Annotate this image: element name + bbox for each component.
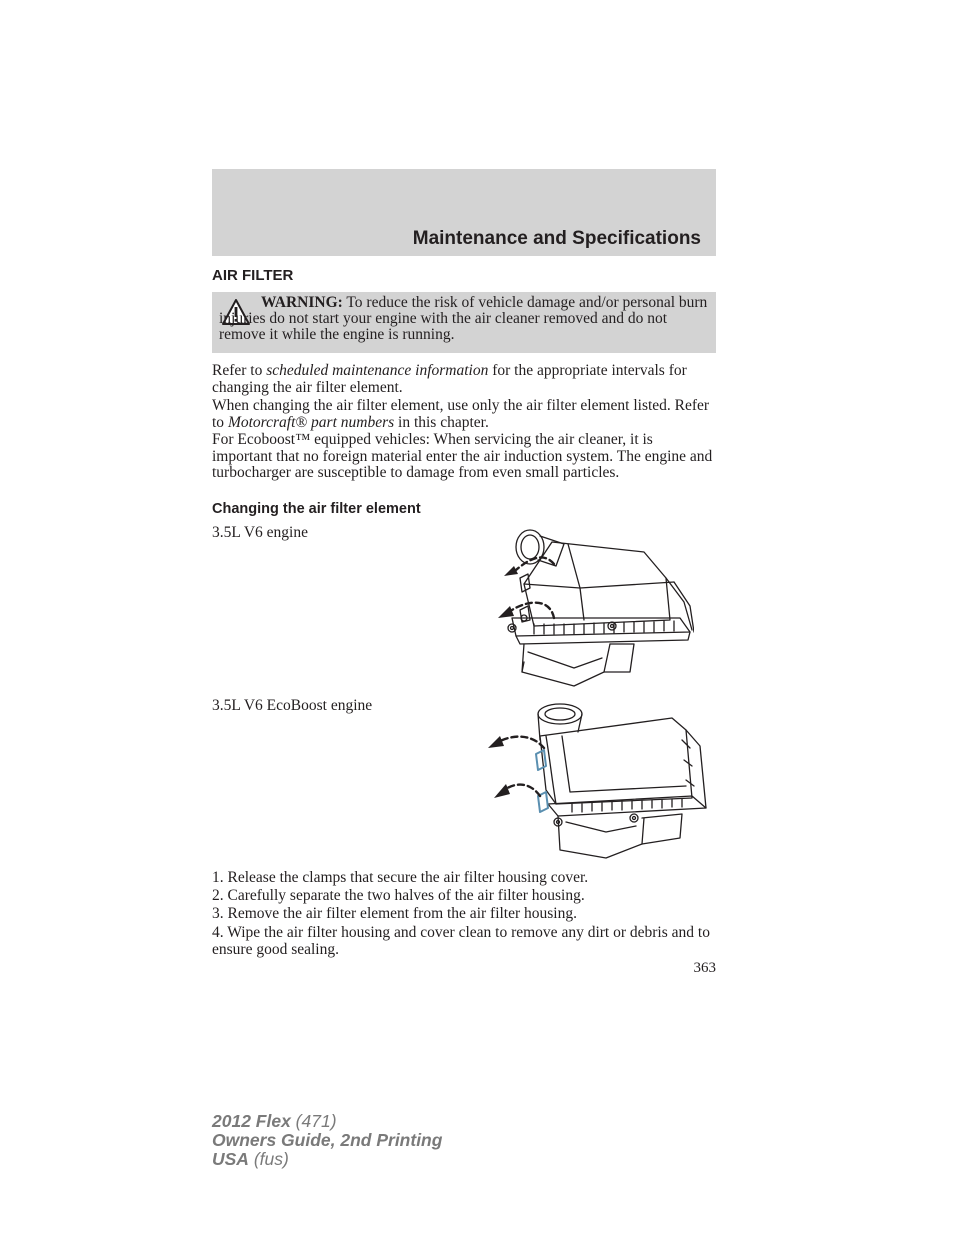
footer-model: 2012 Flex bbox=[212, 1111, 291, 1131]
figure-label-ecoboost: 3.5L V6 EcoBoost engine bbox=[212, 697, 373, 714]
footer-line-1 bbox=[212, 1112, 442, 1131]
warning-label: WARNING: bbox=[261, 294, 343, 311]
page-number: 363 bbox=[693, 960, 716, 976]
paragraph-text: When changing the air filter element, use only the air filter element listed. Refer to bbox=[212, 397, 710, 431]
footer-region: USA bbox=[212, 1149, 249, 1169]
figure-label-v6: 3.5L V6 engine bbox=[212, 524, 308, 541]
step-3: 3. Remove the air filter element from the air filter housing. bbox=[212, 905, 577, 922]
paragraph-text: in this chapter. bbox=[394, 413, 489, 431]
warning-body: To reduce the risk of vehicle damage and/or personal burn injuries do not start your engine with the air cleaner removed and do not remove it while the engine is running. bbox=[219, 294, 708, 343]
step-2: 2. Carefully separate the two halves of the air filter housing. bbox=[212, 887, 585, 904]
italic-reference: Motorcraft® part numbers bbox=[227, 413, 395, 431]
paragraph-text: Refer to bbox=[212, 362, 267, 379]
section-heading: AIR FILTER bbox=[212, 267, 294, 284]
paragraph-text: for the appropriate intervals for changing the air filter element. bbox=[212, 362, 687, 396]
warning-text bbox=[219, 295, 709, 343]
paragraph-part-numbers bbox=[212, 398, 716, 431]
air-filter-housing-v6-illustration bbox=[494, 522, 694, 690]
step-1: 1. Release the clamps that secure the air filter housing cover. bbox=[212, 869, 589, 886]
footer-code: (471) bbox=[290, 1111, 337, 1131]
step-4: 4. Wipe the air filter housing and cover clean to remove any dirt or debris and to ensure good sealing. bbox=[212, 924, 710, 958]
air-filter-housing-ecoboost-illustration bbox=[486, 700, 708, 860]
footer-line-3 bbox=[212, 1150, 442, 1169]
italic-reference: scheduled maintenance information bbox=[266, 362, 489, 379]
page-title: Maintenance and Specifications bbox=[412, 228, 701, 249]
subheading: Changing the air filter element bbox=[212, 501, 421, 517]
footer-region-code: (fus) bbox=[248, 1149, 289, 1169]
footer-line-2: Owners Guide, 2nd Printing bbox=[212, 1130, 443, 1150]
header-band bbox=[212, 169, 716, 256]
warning-box bbox=[212, 292, 716, 353]
footer bbox=[212, 1112, 442, 1169]
paragraph-ecoboost: For Ecoboost™ equipped vehicles: When servicing the air cleaner, it is important that no foreign material enter the air induction system. The engine and turbocharger are susceptible to damage from even small particles. bbox=[212, 431, 713, 481]
paragraph-maintenance-reference bbox=[212, 363, 716, 396]
